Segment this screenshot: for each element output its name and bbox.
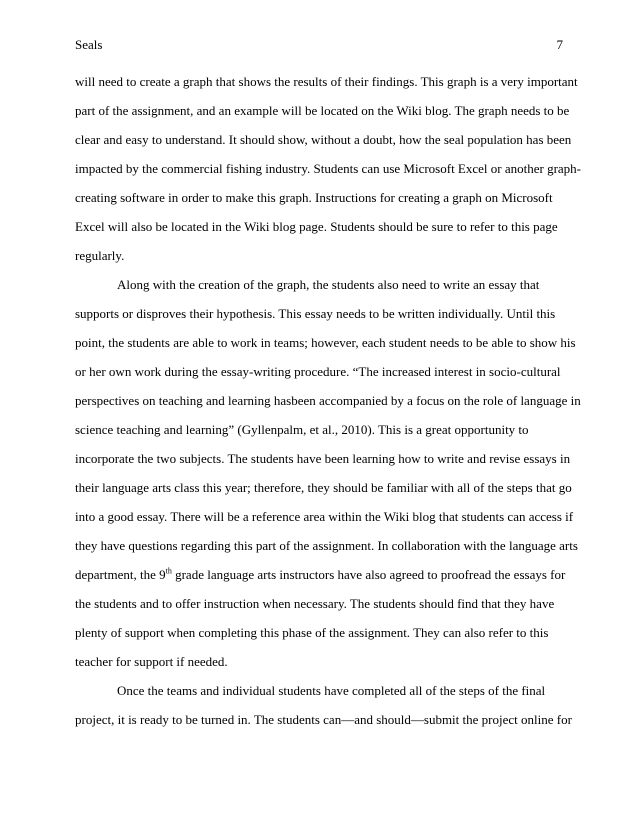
text-line: clear and easy to understand. It should show, without a doubt, how the seal population has been <box>75 132 572 147</box>
text-line: or her own work during the essay-writing procedure. “The increased interest in socio-cultural <box>75 364 561 379</box>
text-line: creating software in order to make this graph. Instructions for creating a graph on Microsoft <box>75 190 553 205</box>
document-body <box>75 67 582 734</box>
text-line: perspectives on teaching and learning hasbeen accompanied by a focus on the role of language in <box>75 393 581 408</box>
paragraph-1 <box>75 67 582 270</box>
text-segment: grade language arts instructors have also agreed to proofread the essays for <box>171 567 566 582</box>
text-line: will need to create a graph that shows the results of their findings. This graph is a very important <box>75 74 578 89</box>
text-line: supports or disproves their hypothesis. This essay needs to be written individually. Until this <box>75 306 556 321</box>
text-segment: department, the 9 <box>75 567 166 582</box>
text-line: into a good essay. There will be a reference area within the Wiki blog that students can access if <box>75 509 574 524</box>
text-line: part of the assignment, and an example will be located on the Wiki blog. The graph needs to be <box>75 103 570 118</box>
text-line: the students and to offer instruction when necessary. The students should find that they have <box>75 596 555 611</box>
text-line: Once the teams and individual students have completed all of the steps of the final <box>117 683 546 698</box>
text-line: point, the students are able to work in teams; however, each student needs to be able to show his <box>75 335 576 350</box>
text-line: plenty of support when completing this phase of the assignment. They can also refer to this <box>75 625 549 640</box>
text-line: teacher for support if needed. <box>75 654 228 669</box>
text-line: project, it is ready to be turned in. The students can—and should—submit the project online for <box>75 712 572 727</box>
text-line: their language arts class this year; therefore, they should be familiar with all of the steps that go <box>75 480 572 495</box>
text-line-with-superscript <box>75 560 567 589</box>
text-line: science teaching and learning” (Gyllenpalm, et al., 2010). This is a great opportunity to <box>75 422 529 437</box>
text-line: impacted by the commercial fishing industry. Students can use Microsoft Excel or another graph- <box>75 161 582 176</box>
text-line: incorporate the two subjects. The students have been learning how to write and revise essays in <box>75 451 571 466</box>
text-line: Excel will also be located in the Wiki blog page. Students should be sure to refer to this page <box>75 219 558 234</box>
paragraph-3 <box>75 676 572 734</box>
text-line: Along with the creation of the graph, the students also need to write an essay that <box>117 277 540 292</box>
superscript-ordinal: th <box>165 566 172 576</box>
text-line: regularly. <box>75 248 125 263</box>
page-number: 7 <box>556 37 563 52</box>
header-title: Seals <box>75 37 103 52</box>
text-line: they have questions regarding this part of the assignment. In collaboration with the language arts <box>75 538 578 553</box>
paragraph-2 <box>75 270 581 676</box>
